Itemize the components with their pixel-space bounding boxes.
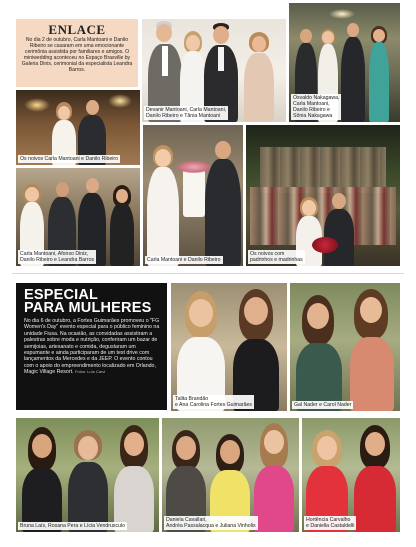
especial-body [24, 318, 163, 376]
caption: Carla Mantoani, Afonso Diniz, Danilo Ribeiro e Leandra Barros [20, 251, 95, 263]
photo-hortencia-daniella [302, 418, 400, 532]
photo-gal-carol-nader [290, 283, 400, 411]
caption: Bruna Laís, Rosana Pera e Lícia Vendrusculo [20, 523, 125, 529]
section-divider [12, 273, 404, 274]
photo-carla-afonso-danilo-leandra [16, 168, 140, 266]
enlace-title: ENLACE [48, 22, 106, 37]
photo-noivos-padrinhos [246, 125, 400, 266]
photo-osvaldo-carla-danilo-sonia [289, 3, 400, 122]
especial-title-box [16, 283, 167, 410]
caption: Os noivos Carla Mantoani e Danilo Ribeiro [20, 156, 119, 162]
photo-credit: Fotos: Luís Carvi [74, 369, 106, 375]
photo-talita-ana-carolina [171, 283, 287, 411]
enlace-title-box [16, 19, 138, 87]
especial-title-line1: ESPECIAL [24, 287, 99, 303]
especial-title-line2: PARA MULHERES [24, 300, 152, 316]
caption: Gal Nader e Carol Nader [294, 402, 352, 408]
caption: Devanir Mantoani, Carla Mantoani, Danilo Ribeiro e Tânia Mantoani [146, 107, 227, 119]
photo-noivos [16, 90, 140, 165]
photo-devanir-carla-danilo-tania [142, 19, 286, 122]
caption: Osvaldo Nakagawa, Carla Mantoani, Danilo Ribeiro e Sônia Nakagawa [293, 95, 340, 119]
caption: Hortência Carvalho e Daniella Castaldelli [306, 517, 355, 529]
caption: Carla Mantoani e Danilo Ribeiro [147, 257, 221, 263]
photo-carla-danilo-cake [143, 125, 243, 266]
caption: Os noivos com padrinhos e madrinhas [250, 251, 303, 263]
caption: Daniela Cavallari, Andréa Passalacqua e Juliana Vinholis [166, 517, 256, 529]
caption: Talita Brandão e Ana Carolina Fortes Guimarães [175, 396, 252, 408]
photo-bruna-rosana-licia [16, 418, 159, 532]
enlace-body: No dia 2 de outubro, Carla Mantoani e Danilo Ribeiro se casaram em uma emocionante cerimônia assistida por familiares e amigos. O miniwedding aconteceu no Espaço Brasville by Galeria Dinis, cerimonial da especialista Leandra Barros. [21, 37, 133, 74]
especial-body-text: No dia 6 de outubro, a Fortes Guimarães promoveu o "FG Women's Day" evento especial para o público feminino na unidade Fiusa. Na ocasião, as convidadas assistiram a palestras sobre moda e nutrição, conferiram um bazar de semijoias, artesanato e comida, degustaram um espumante e ainda participaram de um test drive com lançamentos da Mercedes e da JEEP. O evento contou com o apoio do empreendimento localizado em Orlando, Magic Village Resort. [24, 318, 160, 376]
photo-daniela-andrea-juliana [162, 418, 299, 532]
